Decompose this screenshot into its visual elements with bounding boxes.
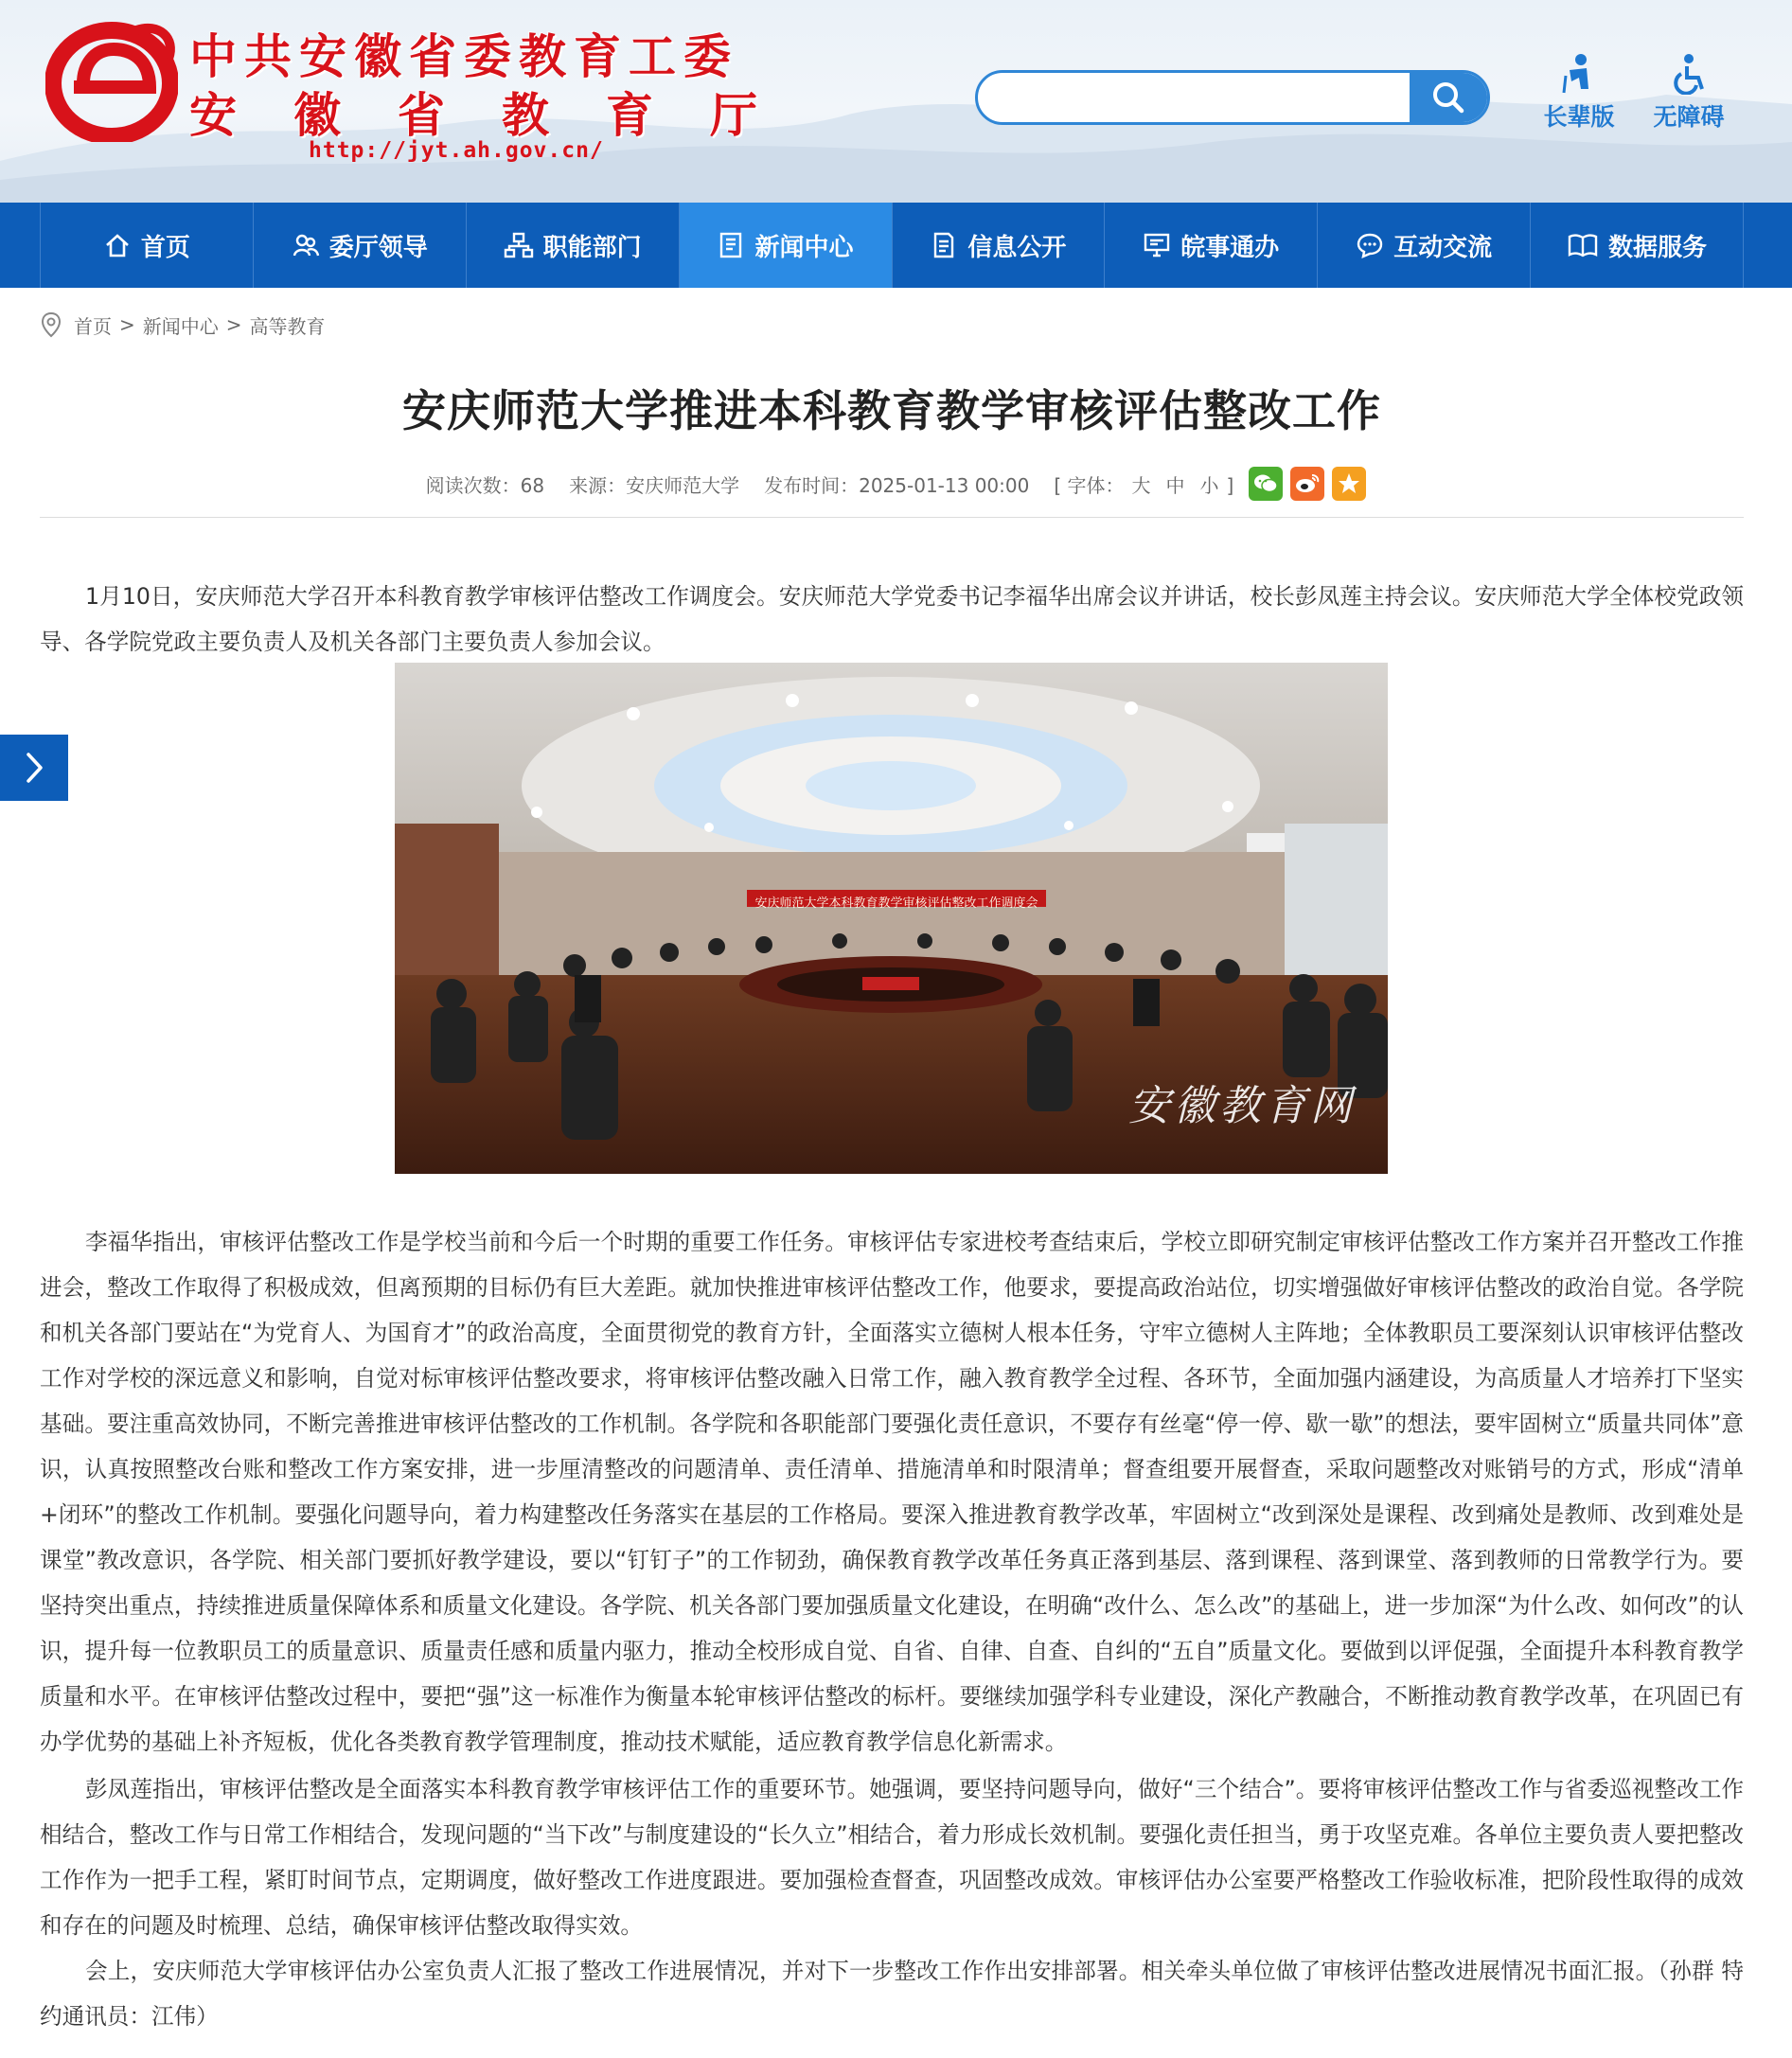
- home-icon: [103, 231, 132, 259]
- nav-item-label: 职能部门: [542, 233, 642, 262]
- share-favorite-button[interactable]: [1332, 467, 1366, 501]
- nav-item-leaders[interactable]: [254, 203, 467, 288]
- article-paragraph: 彭凤莲指出，审核评估整改是全面落实本科教育教学审核评估工作的重要环节。她强调，要坚持问题导向，做好“三个结合”。要将审核评估整改工作与省委巡视整改工作相结合，整改工作与日常工作相结合，发现问题的“当下改”与制度建设的“长久立”相结合，着力形成长效机制。要强化责任担当，勇于攻坚克难。各单位主要负责人要把整改工作作为一把手工程，紧盯时间节点，定期调度，做好整改工作进度跟进。要加强检查督查，巩固整改成效。审核评估办公室要严格整改工作验收标准，把阶段性取得的成效和存在的问题及时梳理、总结，确保审核评估整改取得实效。: [40, 1776, 1744, 1939]
- site-header: [0, 0, 1792, 203]
- book-icon: [1567, 231, 1599, 259]
- leaders-icon: [292, 231, 320, 259]
- site-title-line1: 中共安徽省委教育工委: [189, 29, 738, 84]
- article-paragraph: 会上，安庆师范大学审核评估办公室负责人汇报了整改工作进展情况，并对下一步整改工作作出安排部署。相关牵头单位做了审核评估整改进展情况书面汇报。（孙群 特约通讯员：江伟）: [40, 1958, 1744, 2030]
- service-icon: [1143, 231, 1171, 259]
- article-paragraph: 李福华指出，审核评估整改工作是学校当前和今后一个时期的重要工作任务。审核评估专家进校考查结束后，学校立即研究制定审核评估整改工作方案并召开整改工作推进会，整改工作取得了积极成效，但离预期的目标仍有巨大差距。就加快推进审核评估整改工作，他要求，要提高政治站位，切实增强做好审核评估整改的政治自觉。各学院和机关各部门要站在“为党育人、为国育才”的政治高度，全面贯彻党的教育方针，全面落实立德树人根本任务，守牢立德树人主阵地；全体教职员工要深刻认识审核评估整改工作对学校的深远意义和影响，自觉对标审核评估整改要求，将审核评估整改融入日常工作，融入教育教学全过程、各环节，全面加强内涵建设，为高质量人才培养打下坚实基础。要注重高效协同，不断完善推进审核评估整改的工作机制。各学院和各职能部门要强化责任意识，不要存有丝毫“停一停、歇一歇”的想法，要牢固树立“质量共同体”意识，认真按照整改台账和整改工作方案安排，进一步厘清整改的问题清单、责任清单、措施清单和时限清单；督查组要开展督查，采取问题整改对账销号的方式，形成“清单+闭环”的整改工作机制。要强化问题导向，着力构建整改任务落实在基层的工作格局。要深入推进教育教学改革，牢固树立“改到深处是课程、改到痛处是教师、改到难处是课堂”教改意识，各学院、相关部门要抓好教学建设，要以“钉钉子”的工作韧劲，确保教育教学改革任务真正落到基层、落到课程、落到课堂、落到教师的日常教学行为。要坚持突出重点，持续推进质量保障体系和质量文化建设。各学院、机关各部门要加强质量文化建设，在明确“改什么、怎么改”的基础上，进一步加深“为什么改、如何改”的认识，提升每一位教职员工的质量意识、质量责任感和质量内驱力，推动全校形成自觉、自省、自律、自查、自纠的“五自”质量文化。要做到以评促强，全面提升本科教育教学质量和水平。在审核评估整改过程中，要把“强”这一标准作为衡量本轮审核评估整改的标杆。要继续加强学科专业建设，深化产教融合，不断推动教育教学改革，在巩固已有办学优势的基础上补齐短板，优化各类教育教学管理制度，推动技术赋能，适应教育教学信息化新需求。: [40, 1229, 1744, 1755]
- font-size-small-button[interactable]: 小: [1199, 473, 1219, 497]
- search-icon: [1429, 79, 1467, 116]
- article-photo: [395, 663, 1388, 1174]
- article-title: 安庆师范大学推进本科教育教学审核评估整改工作: [402, 385, 1381, 436]
- elder-mode-label: 长辈版: [1543, 103, 1615, 131]
- breadcrumb-home-link[interactable]: 首页: [74, 314, 112, 338]
- nav-item-label: 首页: [140, 233, 190, 262]
- chat-icon: [1356, 231, 1384, 259]
- nav-item-disclosure[interactable]: [893, 203, 1106, 288]
- share-buttons: [1249, 467, 1366, 501]
- font-size-label-open: [ 字体：: [1054, 473, 1125, 497]
- nav-item-news[interactable]: [680, 203, 893, 288]
- main-nav-items: [40, 203, 1744, 288]
- news-icon: [718, 231, 746, 259]
- search-input[interactable]: [978, 73, 1413, 122]
- site-logo-icon: [45, 17, 178, 142]
- org-chart-icon: [504, 231, 534, 259]
- photo-banner: 安庆师范大学本科教育教学审核评估整改工作调度会: [754, 896, 1038, 911]
- site-url: http://jyt.ah.gov.cn/: [309, 138, 604, 163]
- weibo-icon: [1294, 472, 1321, 495]
- nav-item-label: 互动交流: [1393, 233, 1493, 262]
- article-meta: [0, 466, 1792, 502]
- elder-mode-button[interactable]: [1532, 53, 1626, 133]
- breadcrumb-news-link[interactable]: 新闻中心: [142, 314, 219, 338]
- main-nav: [0, 203, 1792, 288]
- breadcrumb: [40, 310, 326, 339]
- chevron-right-icon: [22, 751, 46, 785]
- accessibility-button[interactable]: [1641, 53, 1736, 133]
- nav-item-services[interactable]: [1105, 203, 1318, 288]
- nav-item-departments[interactable]: [467, 203, 680, 288]
- article-source: 来源：安庆师范大学: [569, 473, 740, 497]
- breadcrumb-higher-education-link[interactable]: 高等教育: [249, 314, 326, 338]
- font-size-large-button[interactable]: 大: [1131, 473, 1151, 497]
- search-box: [975, 70, 1490, 125]
- favorite-icon: [1337, 471, 1361, 496]
- breadcrumb-separator: >: [225, 313, 242, 336]
- nav-item-label: 数据服务: [1608, 233, 1708, 262]
- article-publish-time: 发布时间：2025-01-13 00:00: [764, 473, 1030, 497]
- breadcrumb-separator: >: [119, 313, 135, 336]
- share-wechat-button[interactable]: [1249, 467, 1283, 501]
- nav-item-label: 皖事通办: [1180, 233, 1280, 262]
- side-panel-toggle[interactable]: [0, 735, 68, 801]
- article-view-count: 阅读次数：68: [425, 473, 545, 497]
- nav-item-home[interactable]: [40, 203, 254, 288]
- nav-item-label: 委厅领导: [328, 233, 428, 262]
- font-size-control: [1054, 470, 1233, 498]
- nav-item-data-services[interactable]: [1531, 203, 1744, 288]
- photo-watermark: 安徽教育网: [1128, 1082, 1356, 1130]
- wechat-icon: [1252, 472, 1279, 495]
- nav-item-interaction[interactable]: [1318, 203, 1531, 288]
- document-icon: [930, 231, 958, 259]
- nav-item-label: 新闻中心: [754, 233, 854, 262]
- font-size-label-close: ]: [1226, 473, 1234, 497]
- nav-item-label: 信息公开: [967, 233, 1067, 262]
- wheelchair-icon: [1670, 53, 1708, 95]
- font-size-medium-button[interactable]: 中: [1165, 473, 1185, 497]
- article-paragraph: 1月10日，安庆师范大学召开本科教育教学审核评估整改工作调度会。安庆师范大学党委书记李福华出席会议并讲话，校长彭凤莲主持会议。安庆师范大学全体校党政领导、各学院党政主要负责人及机关各部门主要负责人参加会议。: [40, 583, 1744, 655]
- site-title-line2: 安徽省教育厅: [189, 88, 814, 143]
- accessibility-label: 无障碍: [1653, 103, 1725, 131]
- meta-divider: [40, 517, 1744, 518]
- share-weibo-button[interactable]: [1290, 467, 1324, 501]
- elder-icon: [1560, 53, 1598, 95]
- location-pin-icon: [40, 311, 62, 338]
- search-button[interactable]: [1410, 73, 1487, 122]
